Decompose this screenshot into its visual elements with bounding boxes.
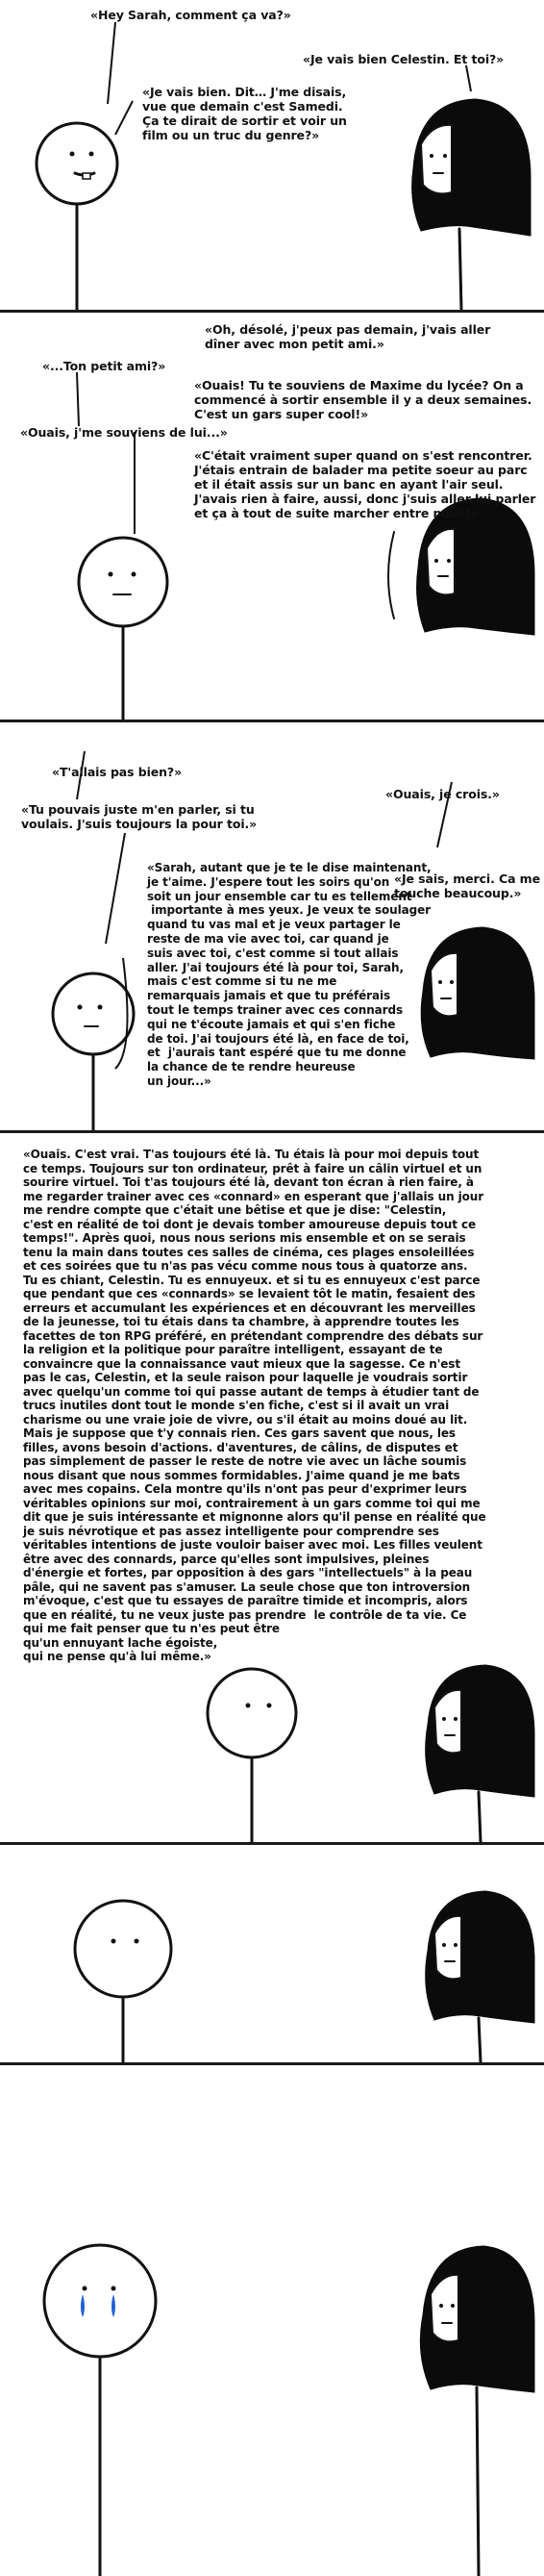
sarah-body [477,2387,479,2576]
celestin-figure [53,973,134,1130]
sarah-figure [420,2246,534,2576]
speech-tail [466,65,471,91]
celestin-eye [132,572,136,577]
speech-celestin: «Tu pouvais juste m'en parler, si tu voulais. J'suis toujours la pour toi.» [21,802,258,831]
speech-sarah: «C'était vraiment super quand on s'est rencontrer. J'étais entrain de balader ma petite soeur au parc et il était assis sur un banc en ayant l'air seul. J'avais rien à faire, aussi, donc j'suis aller lui parler et ça à tout de suite marcher entre nous!» [194,448,536,520]
sarah-figure [412,99,531,310]
panel-6 [0,1845,544,2062]
speech-sarah: «Ouais, je crois.» [385,787,500,801]
speech-sarah: «Je vais bien Celestin. Et toi?» [303,52,505,66]
celestin-eye [78,1005,83,1010]
speech-tail [115,958,128,1069]
celestin-eye [111,1939,116,1944]
speech-celestin: «Hey Sarah, comment ça va?» [90,8,291,22]
speech-tail [106,833,125,944]
sarah-figure [421,927,534,1059]
sarah-eye [454,1717,457,1721]
speech-tail [77,372,79,426]
celestin-figure [75,1901,171,2062]
celestin-eye [83,2286,87,2291]
sarah-eye [450,980,454,984]
speech-celestin: «Je vais bien. Dit… J'me disais, vue que demain c'est Samedi. Ça te dirait de sortir et voir un film ou un truc du genre?» [142,85,347,142]
sarah-eye [434,559,438,563]
speech-tail [108,22,115,104]
celestin-eye [89,152,94,157]
speech-celestin: «Ouais, j'me souviens de lui...» [20,425,228,440]
sarah-eye [447,559,451,563]
celestin-eye [98,1005,103,1010]
sarah-eye [439,2304,443,2308]
celestin-head [37,123,117,204]
panel-4 [0,1133,544,1663]
speech-sarah: «T'allais pas bien?» [52,765,183,779]
sarah-eye [451,2304,455,2308]
sarah-body [479,2018,481,2062]
panel-1 [0,0,544,310]
celestin-figure [208,1669,296,1842]
speech-sarah: «Ouais! Tu te souviens de Maxime du lycée? On a commencé à sortir ensemble il y a deux semaines. C'est un gars super cool!» [194,378,532,421]
panel-2 [0,313,544,720]
panel-6-art [0,1845,544,2062]
celestin-eye [267,1704,272,1708]
sarah-figure [426,1665,534,1842]
celestin-figure [37,123,117,310]
celestin-tooth [83,173,90,179]
tear-icon [81,2294,85,2317]
sarah-eye [430,154,433,158]
panel-7-art [0,2065,544,2576]
celestin-figure [79,538,167,720]
speech-tail [115,101,133,135]
panel-7 [0,2065,544,2576]
celestin-head [79,538,167,626]
sarah-figure [426,1891,534,2062]
sarah-eye [454,1943,457,1947]
sarah-body [459,229,461,310]
celestin-eye [111,2286,116,2291]
speech-tail [388,532,394,619]
panel-3 [0,722,544,1130]
tear-icon [111,2294,115,2317]
speech-sarah: «Oh, désolé, j'peux pas demain, j'vais aller dîner avec mon petit ami.» [205,322,491,351]
celestin-eye [109,572,113,577]
celestin-eye [135,1939,139,1944]
panel-5-art [0,1629,544,1842]
sarah-eye [438,980,442,984]
panel-5 [0,1629,544,1842]
celestin-eye [246,1704,251,1708]
celestin-head [44,2245,156,2357]
panel-1-art [0,0,544,310]
celestin-head [208,1669,296,1757]
sarah-eye [443,154,447,158]
speech-celestin: «...Ton petit ami?» [42,359,166,373]
celestin-head [53,973,134,1054]
speech-sarah-monologue: «Ouais. C'est vrai. T'as toujours été là. Tu étais là pour moi depuis tout ce temps. Toujours sur ton ordinateur, prêt à faire un câlin virtuel et un sourire virtuel. Toi t'as toujours été là, devant ton écran à rien faire, à me regarder trainer avec ces «connard» en esperant que j'allais un jour me rendre compte que c'était une bêtise et que je dise: "Celestin, c'est en réalité de toi dont je devais tomber amoureuse depuis tout ce temps!". Après quoi, nous nous serions mis ensemble et on se serais tenu la main dans toutes ces salles de cinéma, ces plages ensoleillées et ces soirées que tu n'as pas vécu comme nous tous à quatorze ans. Tu es chiant, Celestin. Tu es ennuyeux. et si tu es ennuyeux c'est parce que pendant que ces «connards» se levaient tôt le matin, fesaient des erreurs et accumulant les expériences et en découvrant les merveilles de la jeunesse, toi tu étais dans ta chambre, à apprendre toutes les facettes de ton RPG préféré, en prétendant comprendre des débats sur la religion et la politique pour paraître intelligent, essayant de te convaincre que la connaissance vaut mieux que la sagesse. Ce n'est pas le cas, Celestin, et la seule raison pour laquelle je voudrais sortir avec quelqu'un comme toi qui passe autant de temps à étudier tant de trucs inutiles dont tout le monde s'en fiche, c'est si il avait un vrai charisme ou une vraie joie de vivre, ou s'il était au moins doué au lit. Mais je suppose que t'y connais rien. Ces gars savent que nous, les filles, avons besoin d'actions. d'aventures, de câlins, de disputes et pas simplement de passer le reste de notre vie avec un lâche soumis nous disant que nous sommes formidables. J'aime quand je me bats avec mes copains. Cela montre qu'ils n'ont pas peur d'exprimer leurs véritables opinions sur moi, contrairement à un gars comme toi qui me dit que je suis intéressante et mignonne alors qu'il pense en réalité que je suis névrotique et pas assez intelligente pour comprendre ses véritables intentions de juste vouloir baiser avec moi. Les filles veulent être avec des connards, parce qu'elles sont impulsives, pleines d'énergie et fortes, par opposition à des gars "intellectuels" à la peau pâle, qui ne savent pas s'amuser. La seule chose que ton introversion m'évoque, c'est que tu essayes de paraître timide et incompris, alors que en réalité, tu ne veux juste pas prendre le contrôle de ta vie. Ce qui me fait penser que tu n'es peut être qu'un ennuyant lache égoiste, qui ne pense qu'à lui même.» [23,1148,486,1663]
speech-sarah: «Je sais, merci. Ca me touche beaucoup.» [394,871,540,900]
celestin-figure [44,2245,156,2576]
sarah-eye [442,1943,446,1947]
celestin-eye [70,152,75,157]
sarah-body [479,1792,481,1842]
speech-celestin: «Sarah, autant que je te le dise maintenant, je t'aime. J'espere tout les soirs qu'on soit un jour ensemble car tu es tellement importante à mes yeux. Je veux te soulager quand tu vas mal et je veux partager le reste de ma vie avec toi, car quand je suis avec toi, c'est comme si tout allais aller. J'ai toujours été là pour toi, Sarah, mais c'est comme si tu ne me remarquais jamais et que tu préférais tout le temps trainer avec ces connards qui ne t'écoute jamais et qui s'en fiche de toi. J'ai toujours été là, en face de toi, et j'aurais tant espéré que tu me donne la chance de te rendre heureuse un jour...» [147,861,432,1088]
celestin-head [75,1901,171,1997]
sarah-eye [442,1717,446,1721]
